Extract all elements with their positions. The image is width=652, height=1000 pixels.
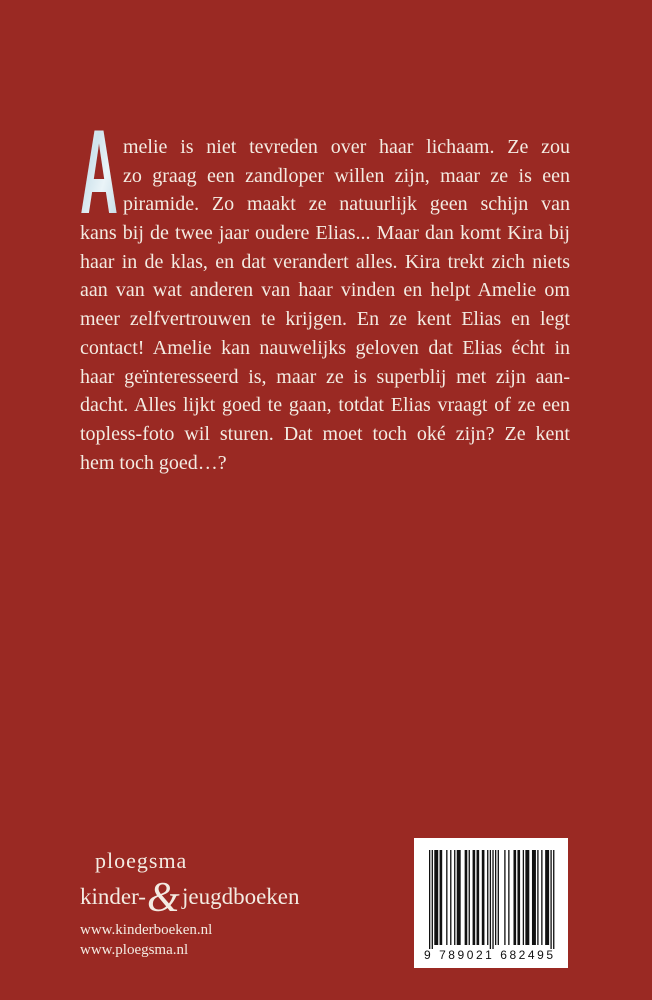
barcode-bar — [440, 850, 443, 945]
blurb-line-7: meer zelfvertrouwen te krijgen. En ze kent Elias en legt — [80, 308, 570, 331]
blurb-line-6: aan van wat anderen van haar vinden en helpt Amelie om — [80, 279, 570, 302]
barcode-bar — [429, 850, 430, 949]
barcode-bar — [495, 850, 496, 945]
barcode-bar — [465, 850, 468, 945]
barcode-bar — [487, 850, 488, 945]
barcode-bar — [492, 850, 493, 949]
blurb-line-2: zo graag een zandloper willen zijn, maar ze is een — [123, 164, 570, 187]
imprint-ampersand: & — [147, 875, 180, 921]
barcode-bar — [545, 850, 549, 945]
blurb-line-10: dacht. Alles lijkt goed te gaan, totdat Elias vraagt of ze een — [80, 394, 570, 417]
barcode-bar — [446, 850, 447, 945]
barcode-bars — [429, 850, 554, 949]
blurb-line-4: kans bij de twee jaar oudere Elias... Maar dan komt Kira bij — [80, 222, 570, 245]
barcode-bar — [457, 850, 461, 945]
barcode-bar — [498, 850, 499, 945]
publisher-name: ploegsma — [95, 848, 188, 873]
blurb-line-9: haar geïnteresseerd is, maar ze is superblij met zijn aan- — [80, 365, 570, 388]
barcode-graphic — [414, 838, 568, 968]
publisher-urls — [80, 920, 212, 960]
imprint-jeugdboeken: jeugdboeken — [182, 884, 300, 909]
barcode-number: 9 789021 682495 — [424, 948, 553, 962]
barcode-bar — [450, 850, 451, 945]
barcode-bar — [469, 850, 470, 945]
barcode-bar — [477, 850, 480, 945]
barcode-bar — [432, 850, 433, 949]
barcode-bar — [525, 850, 529, 945]
barcode-bar — [504, 850, 505, 945]
barcode-bar — [508, 850, 509, 945]
blurb-line-11: topless-foto wil sturen. Dat moet toch oké zijn? Ze kent — [80, 422, 570, 445]
barcode-bar — [482, 850, 485, 945]
url-kinderboeken: www.kinderboeken.nl — [80, 922, 213, 938]
barcode-bar — [517, 850, 520, 945]
barcode-bar — [434, 850, 438, 945]
barcode-bar — [523, 850, 524, 945]
isbn-barcode — [414, 838, 568, 968]
blurb-line-1: melie is niet tevreden over haar lichaam. Ze zou — [123, 136, 570, 158]
imprint-kinder: kinder- — [80, 884, 146, 909]
barcode-bar — [550, 850, 551, 949]
blurb-line-3: piramide. Zo maakt ze natuurlijk geen schijn van — [123, 193, 570, 216]
blurb-line-12: hem toch goed…? — [80, 451, 227, 474]
barcode-bar — [454, 850, 455, 945]
blurb-line-8: contact! Amelie kan nauwelijks geloven dat Elias écht in — [80, 336, 570, 359]
barcode-bar — [541, 850, 542, 945]
barcode-bar — [553, 850, 554, 949]
blurb-text — [80, 133, 570, 477]
barcode-bar — [513, 850, 516, 945]
barcode-bar — [532, 850, 536, 945]
barcode-bar — [473, 850, 476, 945]
barcode-bar — [537, 850, 538, 945]
url-ploegsma: www.ploegsma.nl — [80, 942, 189, 958]
blurb-line-5: haar in de klas, en dat verandert alles. Kira trekt zich niets — [80, 250, 570, 273]
drop-cap-letter: A — [80, 105, 118, 239]
barcode-bar — [490, 850, 491, 949]
